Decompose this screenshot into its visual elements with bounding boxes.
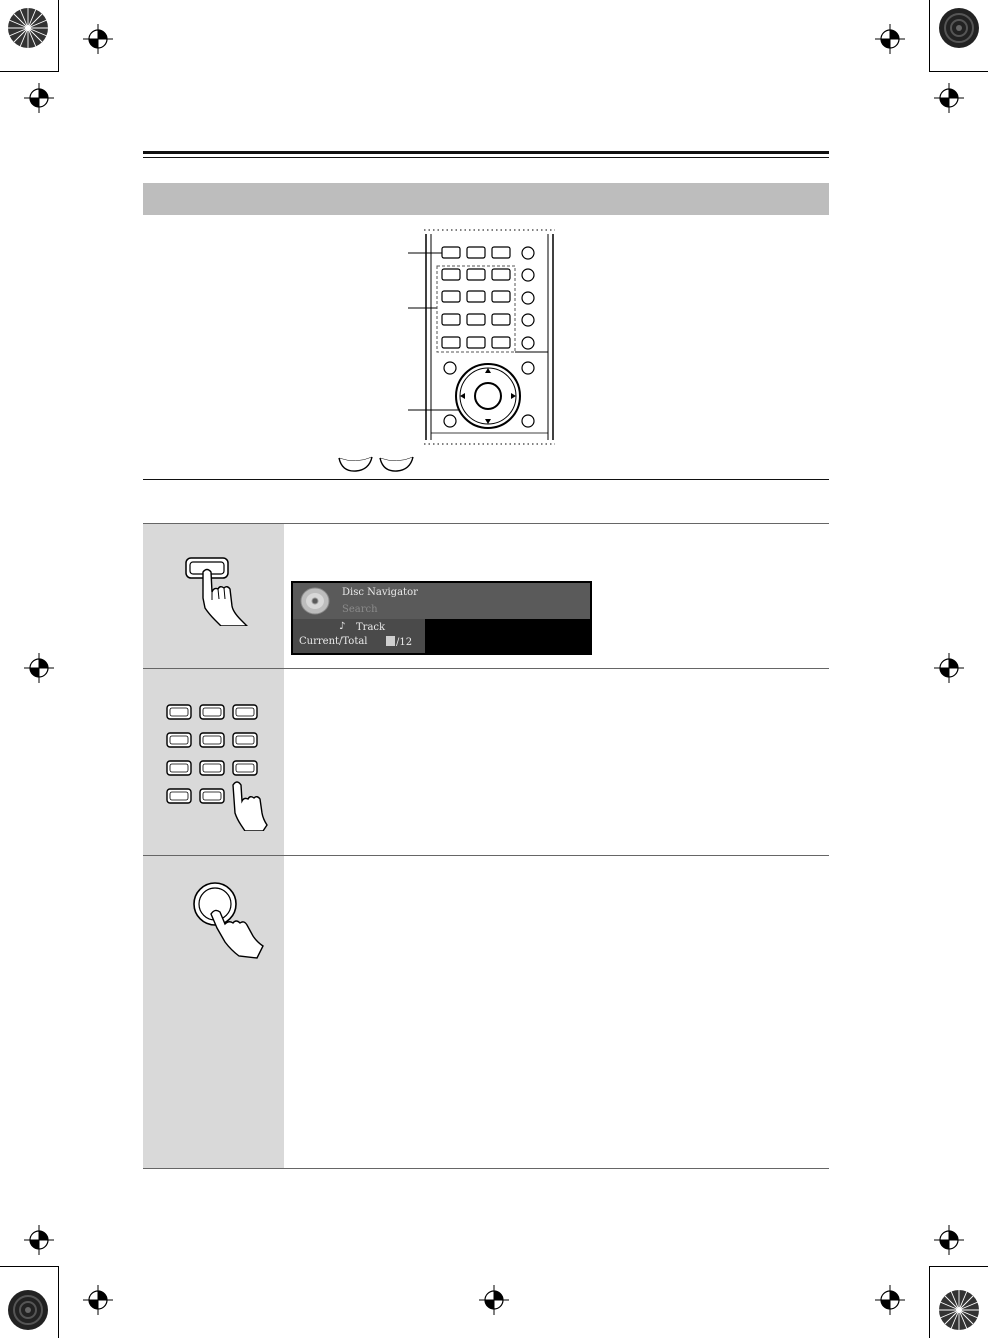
osd-track-value bbox=[386, 636, 412, 648]
trim-line bbox=[929, 71, 988, 72]
osd-total: /12 bbox=[396, 637, 413, 648]
music-note-icon: ♪ bbox=[339, 621, 346, 632]
disc-icon bbox=[299, 586, 331, 616]
step-row-2 bbox=[143, 668, 829, 856]
osd-header bbox=[293, 583, 590, 619]
header-rule-thin bbox=[143, 157, 829, 158]
onscreen-display bbox=[291, 581, 592, 655]
trim-line bbox=[0, 1266, 58, 1267]
registration-mark bbox=[479, 1285, 509, 1315]
osd-track-label: Track bbox=[356, 622, 386, 633]
section-heading-band bbox=[143, 183, 829, 215]
trim-line bbox=[0, 71, 58, 72]
step-content bbox=[284, 669, 829, 856]
registration-mark bbox=[24, 1225, 54, 1255]
registration-mark bbox=[875, 1285, 905, 1315]
osd-title: Disc Navigator bbox=[342, 587, 418, 598]
trim-line bbox=[58, 0, 59, 72]
sunburst-mark-bottom-left bbox=[7, 1289, 49, 1331]
step-content bbox=[284, 856, 829, 1168]
header-rule bbox=[143, 151, 829, 154]
step-row-3 bbox=[143, 855, 829, 1169]
section-divider bbox=[143, 479, 829, 480]
registration-mark bbox=[24, 653, 54, 683]
finger-press-number-keys-icon bbox=[163, 701, 269, 831]
step-illustration-panel bbox=[143, 856, 284, 1168]
sunburst-mark-bottom-right bbox=[938, 1289, 980, 1331]
disc-type-icon bbox=[336, 452, 416, 476]
sunburst-mark-top-left bbox=[7, 7, 49, 49]
finger-press-button-icon bbox=[181, 554, 251, 626]
osd-current-total-label: Current/Total bbox=[299, 636, 368, 647]
osd-subtitle: Search bbox=[342, 604, 378, 615]
sunburst-mark-top-right bbox=[938, 7, 980, 49]
registration-mark bbox=[934, 653, 964, 683]
step-illustration-panel bbox=[143, 524, 284, 669]
finger-press-round-button-icon bbox=[191, 880, 271, 960]
trim-line bbox=[929, 1266, 988, 1267]
trim-line bbox=[929, 1266, 930, 1338]
registration-mark bbox=[934, 83, 964, 113]
registration-mark bbox=[83, 1285, 113, 1315]
input-cursor bbox=[386, 636, 395, 646]
registration-mark bbox=[934, 1225, 964, 1255]
trim-line bbox=[929, 0, 930, 72]
step-illustration-panel bbox=[143, 669, 284, 856]
registration-mark bbox=[83, 24, 113, 54]
trim-line bbox=[58, 1266, 59, 1338]
registration-mark bbox=[875, 24, 905, 54]
remote-control-illustration bbox=[400, 228, 560, 448]
registration-mark bbox=[24, 83, 54, 113]
